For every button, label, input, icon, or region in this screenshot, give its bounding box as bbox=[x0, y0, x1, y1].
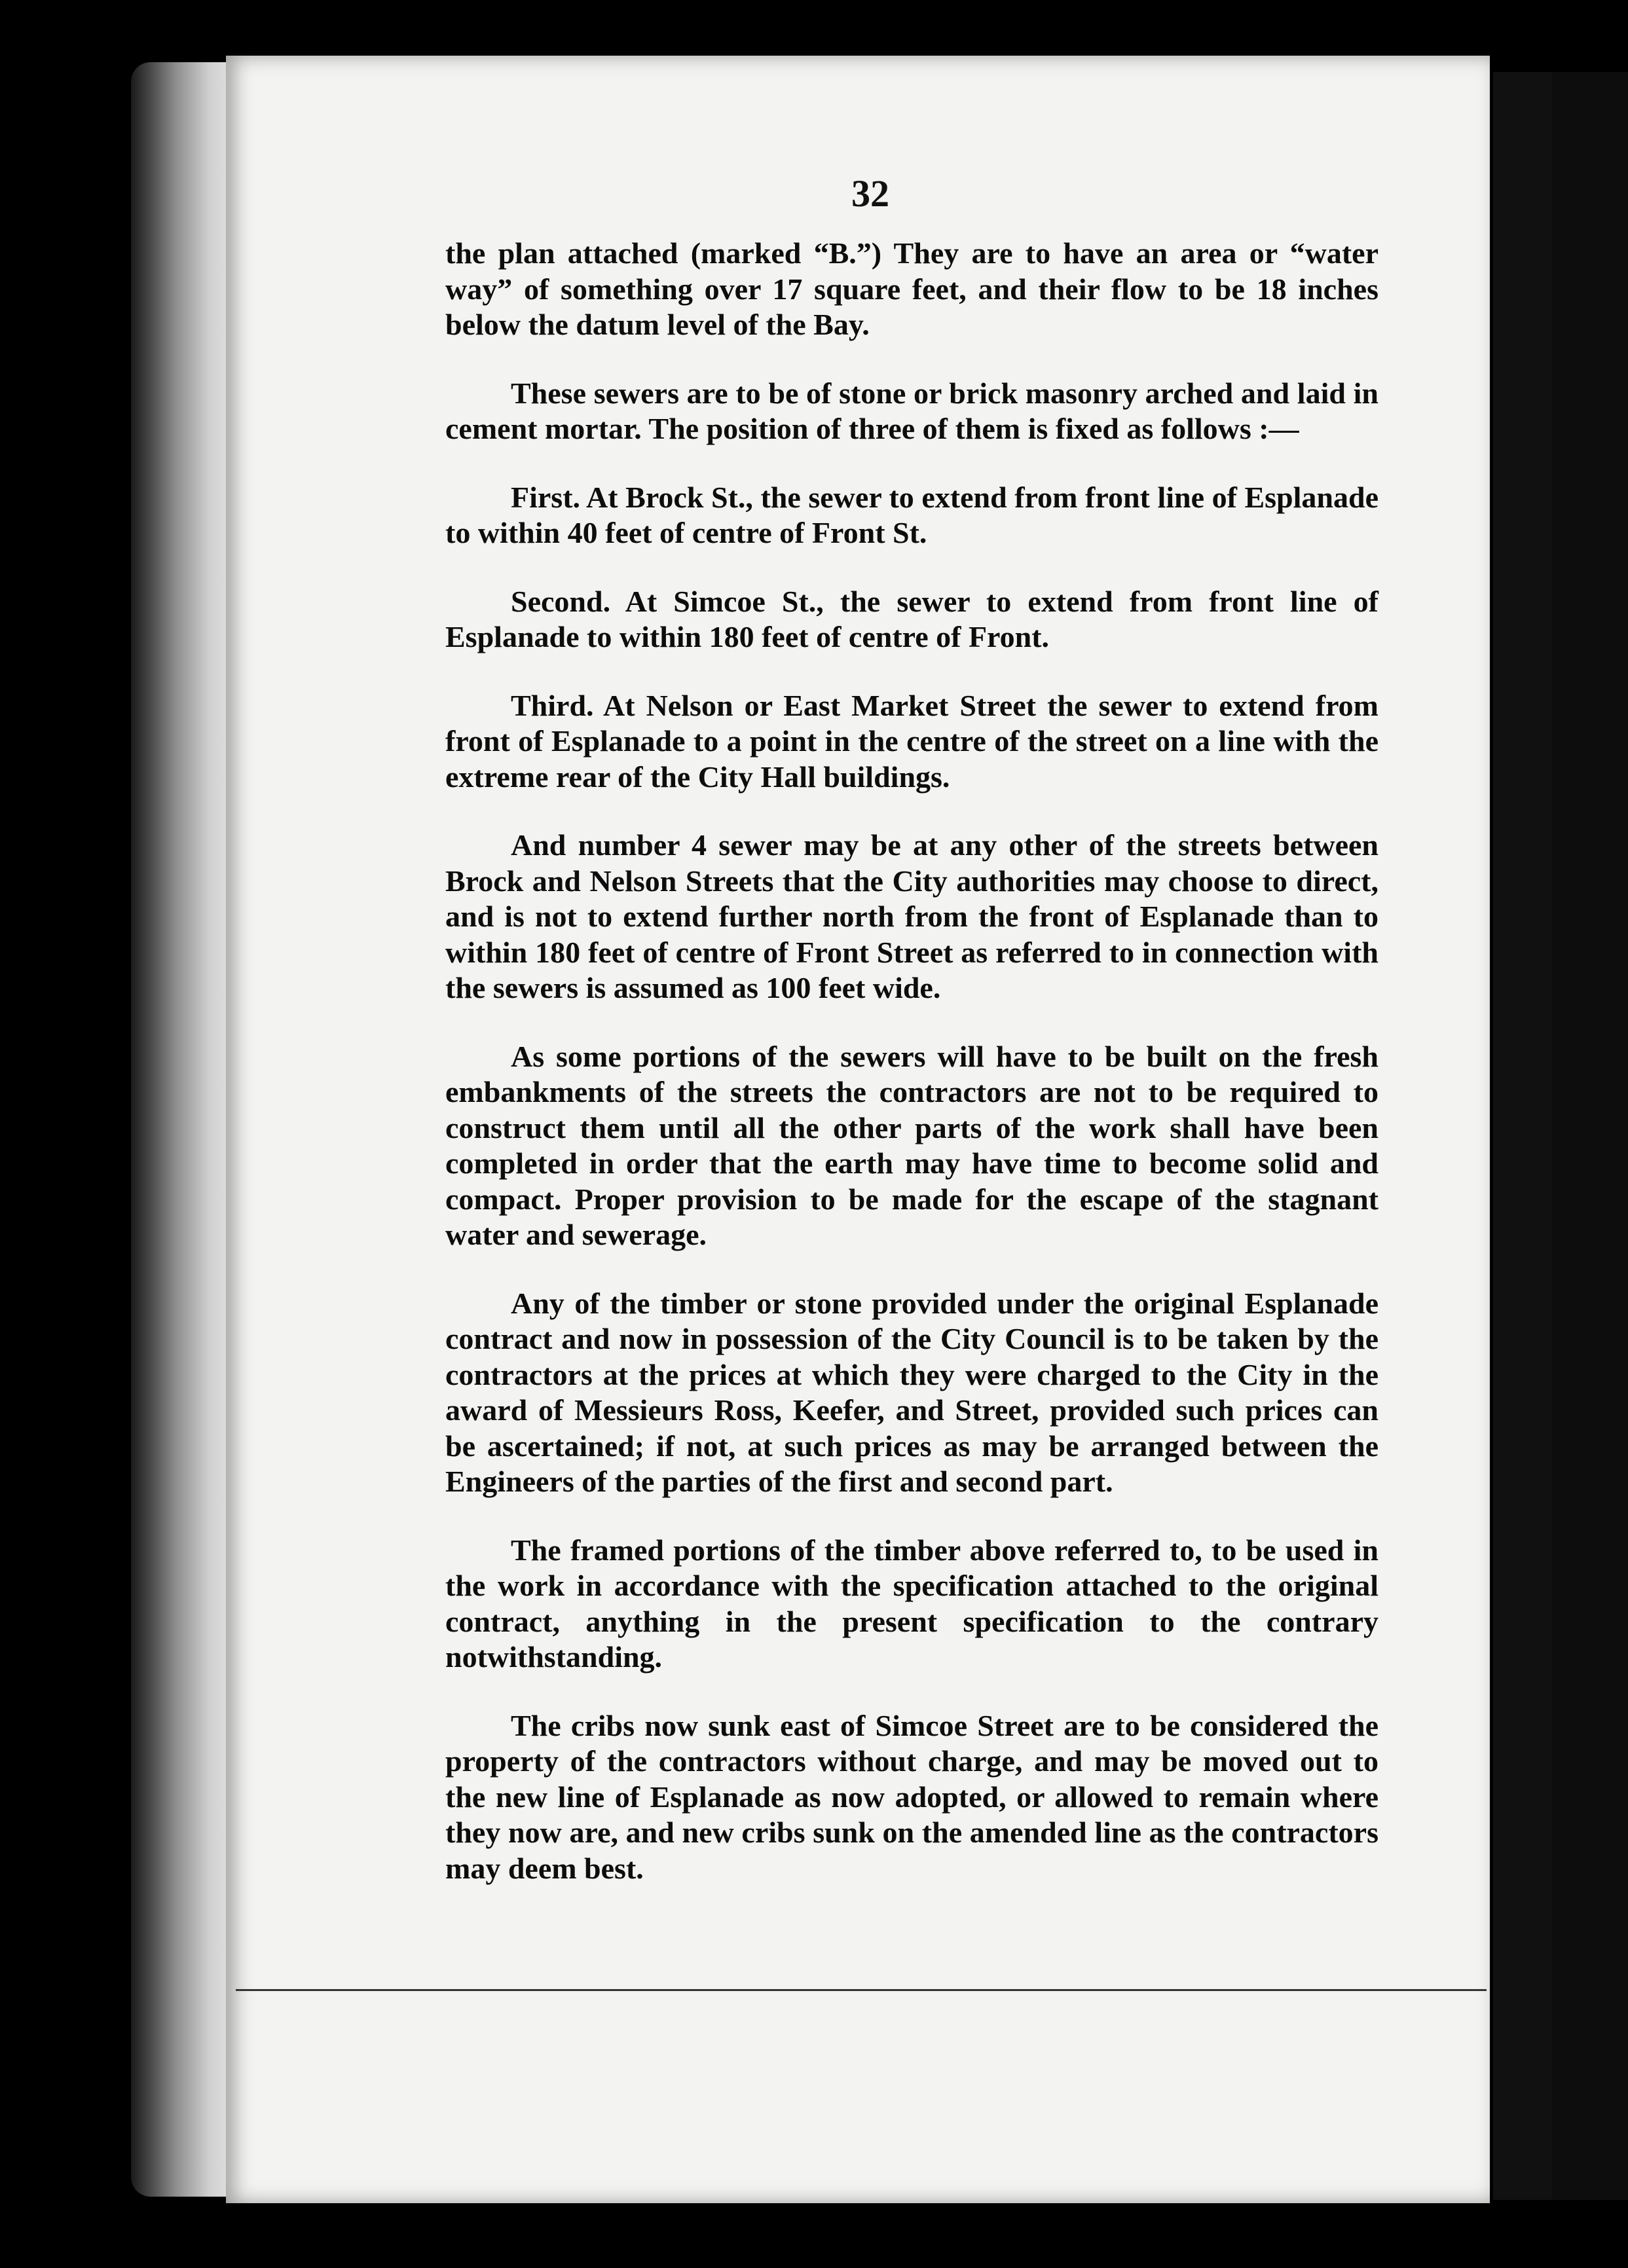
bottom-rule-line bbox=[236, 1989, 1487, 1991]
paragraph-10: The cribs now sunk east of Simcoe Street are to be considered the property of the contractors without charge, and may be moved out to the new line of Esplanade as now adopted, or allowed to remain where they now are, and new cribs sunk on the amended line as the contractors may deem best. bbox=[445, 1708, 1378, 1885]
paragraph-1: the plan attached (marked “B.”) They are to have an area or “water way” of something over 17 square feet, and their flow to be 18 inches below the datum level of the Bay. bbox=[445, 236, 1378, 341]
paragraph-3: First. At Brock St., the sewer to extend from front line of Esplanade to within 40 feet of centre of Front St. bbox=[445, 480, 1378, 549]
paragraph-7: As some portions of the sewers will have to be built on the fresh embankments of the streets the contractors are not to be required to construct them until all the other parts of the work shall have been completed in order that the earth may have time to become solid and compact. Proper provision to be made for the escape of the stagnant water and sewerage. bbox=[445, 1039, 1378, 1251]
body-text bbox=[445, 236, 1378, 1919]
paragraph-4: Second. At Simcoe St., the sewer to extend from front line of Esplanade to within 180 feet of centre of Front. bbox=[445, 584, 1378, 653]
paragraph-5: Third. At Nelson or East Market Street the sewer to extend from front of Esplanade to a point in the centre of the street on a line with the extreme rear of the City Hall buildings. bbox=[445, 688, 1378, 794]
page-number: 32 bbox=[851, 172, 889, 215]
paragraph-6: And number 4 sewer may be at any other of the streets between Brock and Nelson Streets that the City authorities may choose to direct, and is not to extend further north from the front of Esplanade than to within 180 feet of centre of Front Street as referred to in connection with the sewers is assumed as 100 feet wide. bbox=[445, 828, 1378, 1004]
paragraph-9: The framed portions of the timber above referred to, to be used in the work in accordance with the specification attached to the original contract, anything in the present specification to the contrary notwithstanding. bbox=[445, 1533, 1378, 1674]
right-margin-strip bbox=[1552, 72, 1628, 2200]
paragraph-2: These sewers are to be of stone or brick masonry arched and laid in cement mortar. The position of three of them is fixed as follows :— bbox=[445, 376, 1378, 445]
right-page-edge bbox=[1493, 72, 1552, 2200]
paragraph-8: Any of the timber or stone provided under the original Esplanade contract and now in possession of the City Council is to be taken by the contractors at the prices at which they were charged to the City in the award of Messieurs Ross, Keefer, and Street, provided such prices can be ascertained; if not, at such prices as may be arranged between the Engineers of the parties of the first and second part. bbox=[445, 1286, 1378, 1498]
